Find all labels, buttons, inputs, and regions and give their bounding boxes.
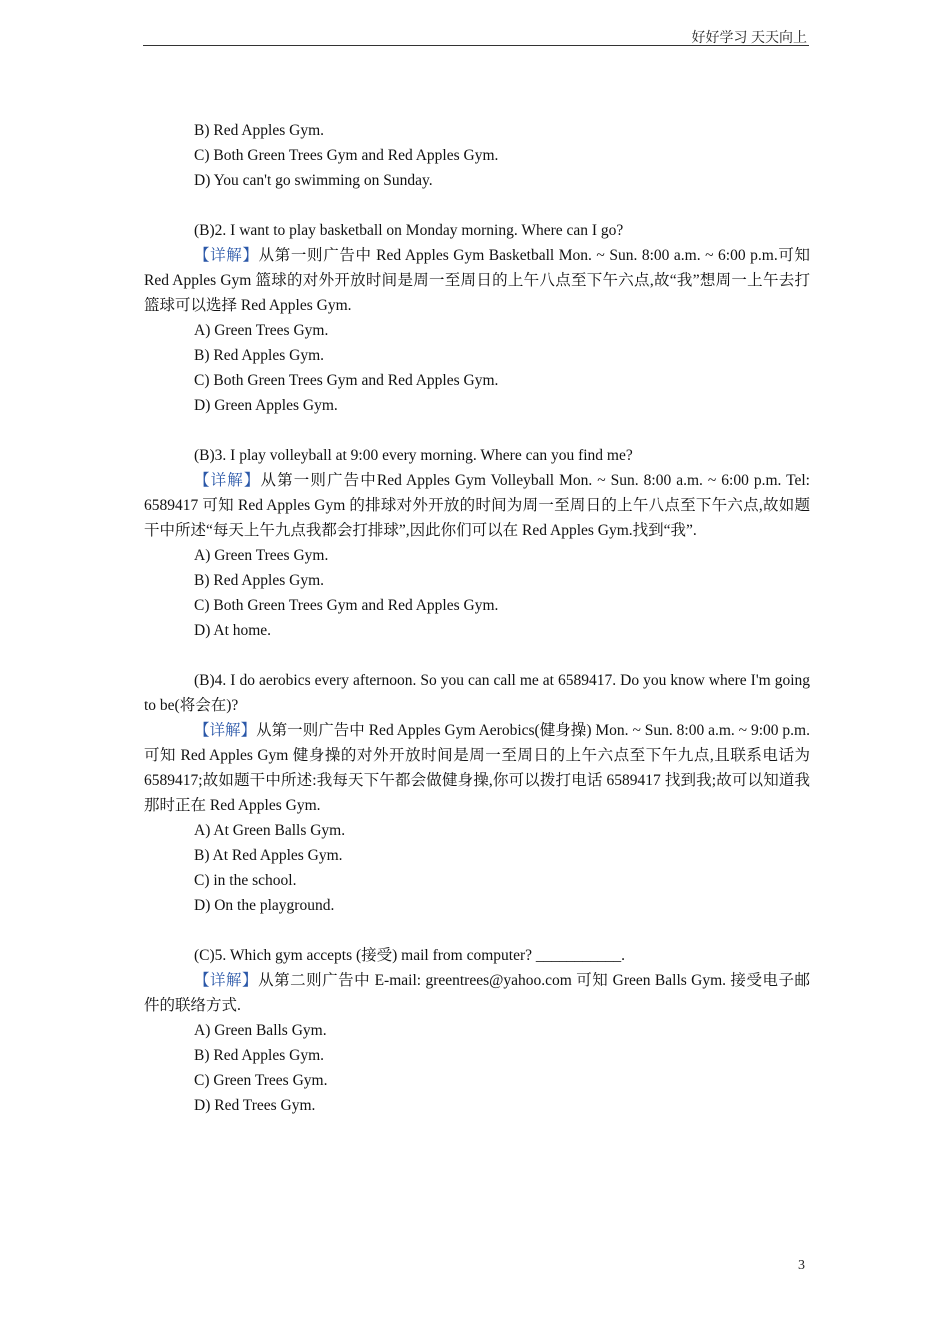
q3-option-b: B) Red Apples Gym. (194, 572, 325, 589)
q4-option-c: C) in the school. (194, 872, 297, 889)
q5-detail (144, 968, 810, 1018)
q2-option-a: A) Green Trees Gym. (194, 322, 329, 339)
q4-option-a: A) At Green Balls Gym. (194, 822, 346, 839)
header-text: 好好学习 天天向上 (691, 31, 807, 46)
q3-option-d: D) At home. (194, 622, 272, 639)
q1-option-b: B) Red Apples Gym. (194, 122, 325, 139)
q2-option-d: D) Green Apples Gym. (194, 397, 338, 414)
q4-detail-tag: 【详解】 (194, 722, 257, 739)
q5-detail-tag: 【详解】 (194, 972, 259, 989)
q1-option-d: D) You can't go swimming on Sunday. (194, 172, 433, 189)
q1-option-c: C) Both Green Trees Gym and Red Apples Gym. (194, 147, 499, 164)
q4-option-d: D) On the playground. (194, 897, 335, 914)
q3-option-c: C) Both Green Trees Gym and Red Apples Gym. (194, 597, 499, 614)
q4-option-b: B) At Red Apples Gym. (194, 847, 343, 864)
q5-option-a: A) Green Balls Gym. (194, 1022, 327, 1039)
q3-option-a: A) Green Trees Gym. (194, 547, 329, 564)
q2-stem: (B)2. I want to play basketball on Monday morning. Where can I go? (194, 222, 624, 239)
q2-option-b: B) Red Apples Gym. (194, 347, 325, 364)
q2-detail-text: 从第一则广告中 Red Apples Gym Basketball Mon. ~ Sun. 8:00 a.m. ~ 6:00 p.m.可知 Red Apples Gym 篮球的对外开放时间是周一至周日的上午八点至下午六点,故“我”想周一上午去打篮球可以选择 Red Apples Gym. (144, 247, 810, 314)
q3-detail-text: 从第一则广告中Red Apples Gym Volleyball Mon. ~ Sun. 8:00 a.m. ~ 6:00 p.m. Tel: 6589417 可知 Red Apples Gym 的排球对外开放的时间为周一至周日的上午八点至下午六点,故如题干中所述“每天上午九点我都会打排球”,因此你们可以在 Red Apples Gym.找到“我”. (144, 472, 810, 539)
q2-option-c: C) Both Green Trees Gym and Red Apples Gym. (194, 372, 499, 389)
q4-detail (144, 718, 810, 818)
document-body (144, 118, 810, 1118)
q2-detail (144, 243, 810, 318)
q5-option-b: B) Red Apples Gym. (194, 1047, 325, 1064)
q3-stem: (B)3. I play volleyball at 9:00 every morning. Where can you find me? (194, 447, 633, 464)
page-number: 3 (798, 1258, 805, 1273)
q3-detail (144, 468, 810, 543)
q5-detail-text: 从第二则广告中 E-mail: greentrees@yahoo.com 可知 Green Balls Gym. 接受电子邮件的联络方式. (144, 972, 810, 1014)
q5-option-c: C) Green Trees Gym. (194, 1072, 328, 1089)
q5-option-d: D) Red Trees Gym. (194, 1097, 316, 1114)
q2-detail-tag: 【详解】 (194, 247, 259, 264)
q4-stem: (B)4. I do aerobics every afternoon. So you can call me at 6589417. Do you know where I'm going to be(将会在)? (144, 672, 810, 714)
q4-detail-text: 从第一则广告中 Red Apples Gym Aerobics(健身操) Mon. ~ Sun. 8:00 a.m. ~ 9:00 p.m.可知 Red Apples Gym 健身操的对外开放时间是周一至周日的上午六点至下午九点,且联系电话为 6589417;故如题干中所述:我每天下午都会做健身操,你可以拨打电话 6589417 找到我;故可以知道我那时正在 Red Apples Gym. (144, 722, 810, 814)
q5-stem: (C)5. Which gym accepts (接受) mail from computer? ___________. (194, 947, 626, 964)
q3-detail-tag: 【详解】 (194, 472, 261, 489)
page-header (143, 24, 809, 46)
